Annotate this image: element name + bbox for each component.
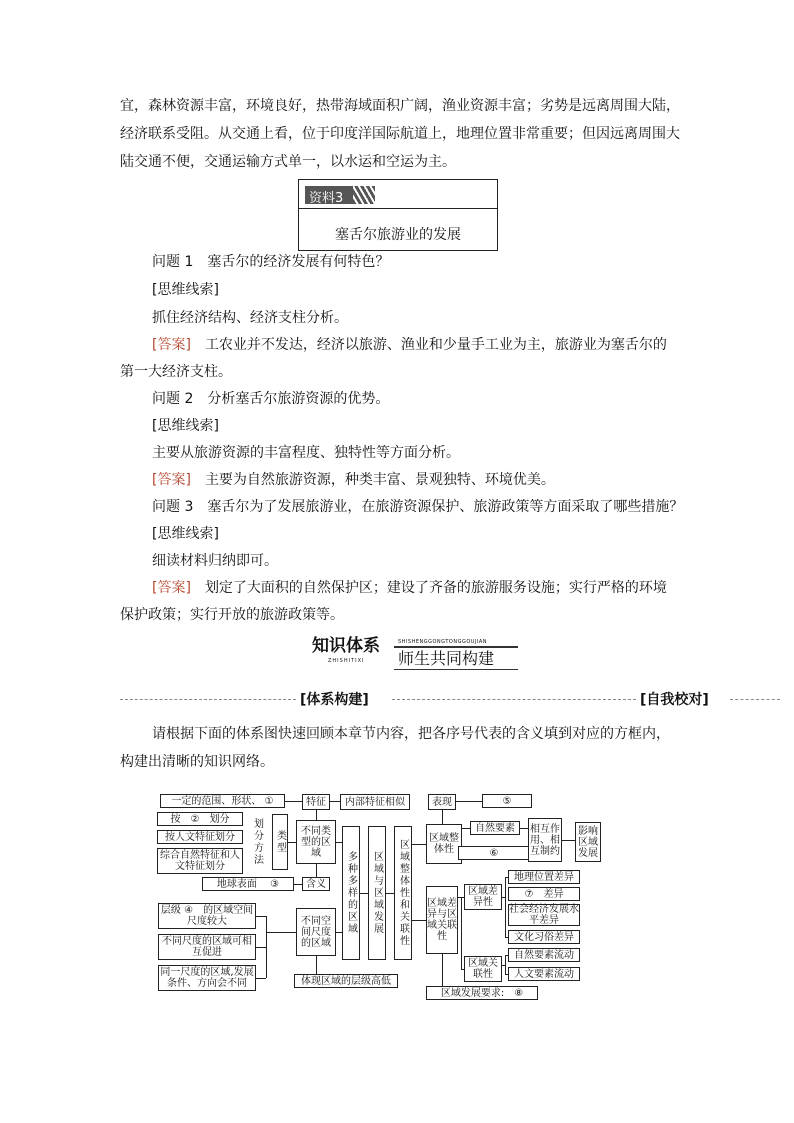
answer-1-text: 工农业并不发达，经济以旅游、渔业和少量手工业为主，旅游业为塞舌尔的 — [204, 337, 667, 353]
section-ziwo-jiaodui: [自我校对] — [640, 692, 709, 708]
box-culture-diff: 文化习俗差异 — [508, 930, 580, 944]
clue-1-heading: [思维线索] — [152, 282, 219, 298]
connector — [505, 937, 508, 938]
question-1: 问题 1 塞舌尔的经济发展有何特色？ — [152, 254, 390, 270]
answer-2-text: 主要为自然旅游资源，种类丰富、景观独特、环境优美。 — [204, 472, 555, 488]
material-tag-label: 资料3 — [309, 191, 344, 206]
paragraph-line-2: 经济联系受阻。从交通上看，位于印度洋国际航道上，地理位置非常重要；但因远离周围大 — [120, 126, 680, 142]
connector — [316, 956, 317, 974]
connector — [520, 828, 528, 829]
connector — [461, 897, 462, 969]
box-blank-6: ⑥ — [458, 846, 530, 860]
connector — [412, 844, 426, 845]
connector — [412, 920, 426, 921]
connector — [502, 897, 505, 898]
box-influence: 影响区域发展 — [575, 822, 601, 862]
box-natural-flow: 自然要素流动 — [508, 948, 580, 962]
connector — [330, 801, 340, 802]
box-type: 类型 — [272, 814, 288, 870]
box-meaning: 含义 — [302, 877, 330, 891]
box-blank-5: ⑤ — [482, 794, 532, 808]
connector — [505, 877, 508, 878]
intro-line-2: 构建出清晰的知识网络。 — [120, 754, 274, 770]
clue-3-heading: [思维线索] — [152, 526, 219, 542]
box-earth-surface: 地球表面 ③ — [202, 877, 294, 891]
connector — [266, 932, 296, 933]
box-human-flow: 人文要素流动 — [508, 967, 580, 981]
connector — [386, 893, 394, 894]
box-same-scale: 同一尺度的区域,发展条件、方向会不同 — [158, 965, 256, 991]
box-diff-relation: 区域差异与区域关联性 — [426, 886, 458, 954]
box-internal-similar: 内部特征相似 — [340, 794, 410, 810]
paragraph-line-1: 宜，森林资源丰富，环境良好，热带海域面积广阔，渔业资源丰富；劣势是远离周围大陆， — [120, 98, 680, 114]
intro-line-1: 请根据下面的体系图快速回顾本章节内容，把各序号代表的含义填到对应的方框内， — [152, 726, 670, 742]
answer-3-line-2: 保护政策；实行开放的旅游政策等。 — [120, 607, 344, 623]
box-different-scales: 不同空间尺度的区域 — [296, 908, 336, 956]
box-interaction: 相互作用、相互制约 — [528, 818, 562, 862]
box-different-types: 不同类型的区域 — [296, 820, 336, 864]
box-region-development: 区域与区域发展 — [368, 826, 386, 960]
box-natural-elements: 自然要素 — [470, 821, 520, 835]
banner-right-title: 师生共同构建 — [398, 649, 495, 668]
question-3: 问题 3 塞舌尔为了发展旅游业，在旅游资源保护、旅游政策等方面采取了哪些措施？ — [152, 499, 684, 515]
connector — [505, 955, 506, 974]
connector — [462, 828, 470, 829]
connector — [336, 932, 342, 933]
clue-2-text: 主要从旅游资源的丰富程度、独特性等方面分析。 — [152, 445, 460, 461]
connector — [316, 810, 317, 820]
connector — [456, 801, 482, 802]
answer-3-text: 划定了大面积的自然保护区；建设了齐备的旅游服务设施；实行严格的环境 — [204, 580, 667, 596]
connector — [256, 978, 266, 979]
material-title: 塞舌尔旅游业的发展 — [335, 227, 461, 243]
box-region-difference: 区域差异性 — [464, 884, 502, 910]
box-diverse-regions: 多种多样的区域 — [342, 826, 360, 960]
connector — [505, 955, 508, 956]
box-dev-requirement: 区域发展要求: ⑧ — [426, 986, 538, 1000]
box-range-shape: 一定的范围、形状、 ① — [160, 794, 285, 808]
box-region-integrity: 区域整体性 — [426, 824, 462, 864]
box-integrity-relation: 区域整体性和关联性 — [394, 826, 412, 960]
answer-1-line-2: 第一大经济支柱。 — [120, 364, 232, 380]
connector — [336, 842, 342, 843]
section-tixi-goujian: [体系构建] — [300, 692, 369, 708]
clue-3-text: 细读材料归纳即可。 — [152, 553, 278, 569]
connector — [442, 810, 443, 824]
box-combined-feature: 综合自然特征和人文特征划分 — [157, 848, 243, 874]
connector — [285, 801, 302, 802]
answer-3-tag: [答案] — [152, 580, 191, 596]
banner-right-pinyin: SHISHENGGONGTONGGOUJIAN — [398, 639, 488, 645]
box-division-method: 划分方法 — [245, 814, 269, 870]
box-scale-promote: 不同尺度的区域可相互促进 — [158, 934, 256, 960]
box-level-height: 体现区域的层级高低 — [294, 974, 398, 988]
connector — [562, 840, 575, 841]
answer-2-tag: [答案] — [152, 472, 191, 488]
box-feature: 特征 — [302, 794, 330, 810]
paragraph-line-3: 陆交通不便，交通运输方式单一，以水运和空运为主。 — [120, 154, 456, 170]
connector — [256, 947, 266, 948]
connector — [266, 916, 267, 978]
clue-2-heading: [思维线索] — [152, 418, 219, 434]
connector — [316, 864, 317, 877]
connector — [502, 965, 505, 966]
connector — [294, 884, 302, 885]
box-human-feature: 按人文特征划分 — [157, 830, 243, 844]
box-blank-7: ⑦ 差异 — [508, 887, 580, 901]
connector — [461, 969, 464, 970]
banner-left-title: 知识体系 — [312, 636, 380, 656]
box-region-relation: 区域关联性 — [464, 956, 502, 982]
question-2: 问题 2 分析塞舌尔旅游资源的优势。 — [152, 391, 390, 407]
answer-1-tag: [答案] — [152, 337, 191, 353]
banner-left-pinyin: ZHISHITIXI — [328, 658, 365, 664]
box-divide-by-2: 按 ② 划分 — [157, 812, 243, 826]
box-manifestation: 表现 — [428, 794, 456, 810]
box-economy-diff: 社会经济发展水平差异 — [509, 904, 579, 926]
clue-1-text: 抓住经济结构、经济支柱分析。 — [152, 310, 348, 326]
connector — [442, 954, 443, 986]
box-level-4: 层级 ④ 的区域空间尺度较大 — [158, 903, 256, 929]
connector — [505, 877, 506, 937]
connector — [360, 893, 368, 894]
box-location-diff: 地理位置差异 — [508, 870, 580, 884]
connector — [505, 974, 508, 975]
connector — [288, 842, 296, 843]
connector — [256, 916, 266, 917]
